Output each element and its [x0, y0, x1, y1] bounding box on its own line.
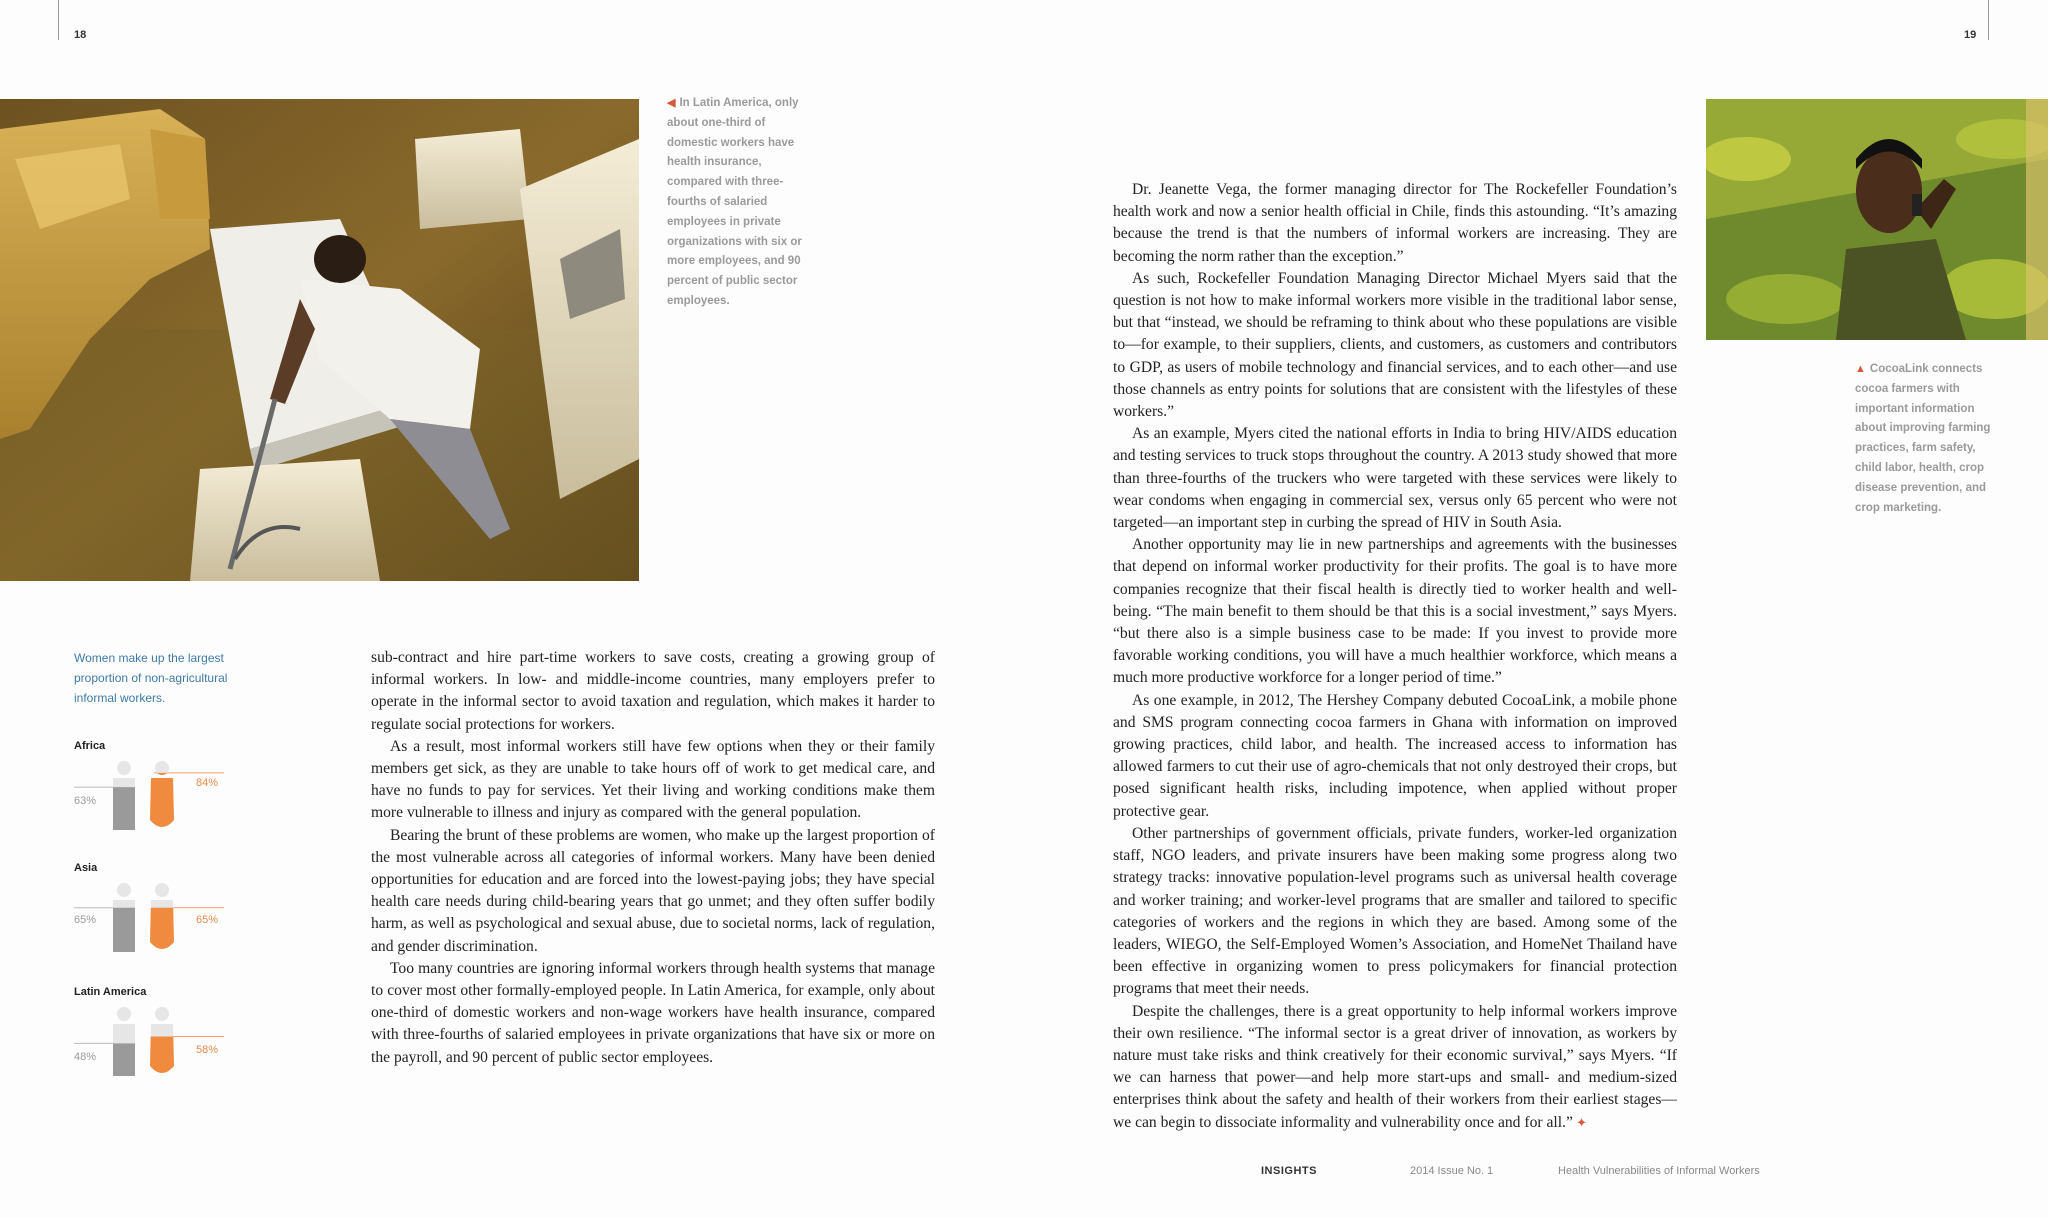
gender-figures-icon — [74, 758, 224, 830]
article-paragraph: Despite the challenges, there is a great opportunity to help informal workers improve their own resilience. “The informal sector is a great driver of innovation, as workers by nature must take risks and think creatively for their economic survival,” says Myers. “If we can harness that power—and help more start-ups and small- and medium-sized enterprises think about the safety and health of their workers from their earliest stages—we can begin to dissociate informality and vulnerability once and for all.” ✦ — [1113, 1002, 1677, 1131]
men-percent: 65% — [74, 914, 97, 926]
figure-head — [117, 1007, 131, 1021]
end-mark-icon: ✦ — [1572, 1114, 1588, 1130]
footer-brand: INSIGHTS — [1261, 1165, 1317, 1177]
article-paragraph: As an example, Myers cited the national efforts in India to bring HIV/AIDS education and testing services to truck stops throughout the country. A 2013 study showed that more than three-fourths of the truckers who were targeted with these services were likely to wear condoms when engaging in commercial sex, versus only 65 percent who were not targeted—an important step in curbing the spread of HIV in South Asia. — [1113, 425, 1677, 532]
men-percent: 48% — [74, 1051, 97, 1063]
article-column-right — [1113, 179, 1677, 1134]
figure-head — [155, 883, 169, 897]
region-asia — [74, 862, 234, 952]
article-paragraph: Bearing the brunt of these problems are women, who make up the largest proportion of the most vulnerable across all categories of informal workers. Many have been denied opportunities for education and are forced into the lowest-paying jobs; they have special health care needs during child-bearing years that go unmet; and they often suffer bodily harm, as well as psychological and sexual abuse, due to societal norms, lack of regulation, and gender discrimination. — [371, 826, 935, 955]
figure-head — [117, 761, 131, 775]
women-percent: 58% — [196, 1044, 219, 1056]
up-arrow-icon: ▲ — [1855, 363, 1866, 375]
right-page-number: 19 — [1964, 29, 1977, 41]
infographic-title: Women make up the largest proportion of non-agricultural informal workers. — [74, 651, 228, 705]
article-paragraph: Dr. Jeanette Vega, the former managing director for The Rockefeller Foundation’s health work and now a senior health official in Chile, finds this astounding. “It’s amazing because the trend is that the numbers of informal workers are increasing. They are becoming the norm rather than the exception.” — [1113, 181, 1677, 265]
region-africa — [74, 740, 234, 830]
region-name: Asia — [74, 862, 98, 874]
article-paragraph: sub-contract and hire part-time workers to save costs, creating a growing group of informal workers. In low- and middle-income countries, many employers prefer to operate in the informal sector to avoid taxation and regulation, which makes it harder to regulate social protections for workers. — [371, 649, 935, 733]
figure-head — [117, 883, 131, 897]
article-paragraph: As such, Rockefeller Foundation Managing Director Michael Myers said that the question is not how to make informal workers more visible in the traditional labor sense, but that “instead, we should be reframing to think about who these populations are visible to—for example, to their suppliers, clients, and customers, as customers and contributors to GDP, as users of mobile technology and financial services, and to each other—and use those channels as entry points for solutions that are consistent with the lifestyles of these workers.” — [1113, 269, 1677, 421]
women-percent: 84% — [196, 777, 219, 789]
footer-article-title: Health Vulnerabilities of Informal Workers — [1558, 1165, 1760, 1177]
cocoa-farmer-photo — [1706, 99, 2048, 340]
women-percent: 65% — [196, 914, 219, 926]
footer-issue: 2014 Issue No. 1 — [1410, 1165, 1494, 1177]
domestic-worker-photo — [0, 99, 639, 581]
men-percent: 63% — [74, 795, 97, 807]
article-paragraph: Too many countries are ignoring informal workers through health systems that manage to cover most other formally-employed people. In Latin America, for example, only about one-third of domestic workers and non-wage workers have health insurance, compared with three-fourths of salaried employees in private organizations that have six or more on the payroll, and 90 percent of public sector employees. — [371, 959, 935, 1066]
photo-caption-right: ▲ CocoaLink connects cocoa farmers with important information about improving farming practices, farm safety, child labor, health, crop disease prevention, and crop marketing. — [1855, 363, 1991, 514]
figure-head — [155, 1007, 169, 1021]
article-paragraph: As a result, most informal workers still have few options when they or their family members get sick, as they are unable to take hours off of work to get medical care, and have no funds to pay for services. Yet their living and working conditions make them more vulnerable to illness and injury as compared with the general population. — [371, 737, 935, 822]
region-latin-america — [74, 986, 234, 1076]
left-page-number: 18 — [74, 29, 87, 41]
article-paragraph: As one example, in 2012, The Hershey Company debuted CocoaLink, a mobile phone and SMS program connecting cocoa farmers in Ghana with information on improved growing practices, child labor, and health. The increased access to information has allowed farmers to cut their use of agro-chemicals that not only destroyed their crops, but posed significant health risks, including impotence, when applied without proper protective gear. — [1113, 691, 1677, 820]
article-paragraph: Another opportunity may lie in new partnerships and agreements with the businesses that depend on informal worker productivity for their profits. The goal is to have more companies recognize that their fiscal health is directly tied to worker health and well-being. “The main benefit to them should be that this is a social investment,” says Myers. “but there also is a simple business case to be made: If you invest to provide more favorable working conditions, you will have a much healthier workforce, which means a much more productive workforce for a longer period of time.” — [1113, 536, 1677, 687]
photo-caption-left: ◀ In Latin America, only about one-third of domestic workers have health insurance, compared with three-fourths of salaried employees in private organizations with six or more employees, and 90 percent of public sector employees. — [667, 97, 802, 307]
region-name: Latin America — [74, 986, 147, 998]
article-paragraph: Other partnerships of government officials, private funders, worker-led organization staff, NGO leaders, and private insurers have been making some progress along two strategy tracks: innovative population-level programs such as universal health coverage and worker training; and worker-level programs that are smaller and tailored to specific categories of workers and the regions in which they are based. Among some of the leaders, WIEGO, the Self-Employed Women’s Association, and HomeNet Thailand have been effective in organizing women to press policymakers for financial protection programs that meet their needs. — [1113, 824, 1677, 998]
left-arrow-icon: ◀ — [667, 97, 676, 109]
left-margin-rule — [58, 0, 59, 40]
gender-figures-icon — [74, 1004, 224, 1076]
right-margin-rule — [1988, 0, 1989, 40]
gender-figures-icon — [74, 880, 224, 952]
region-name: Africa — [74, 740, 106, 752]
article-column-left — [371, 647, 935, 1069]
